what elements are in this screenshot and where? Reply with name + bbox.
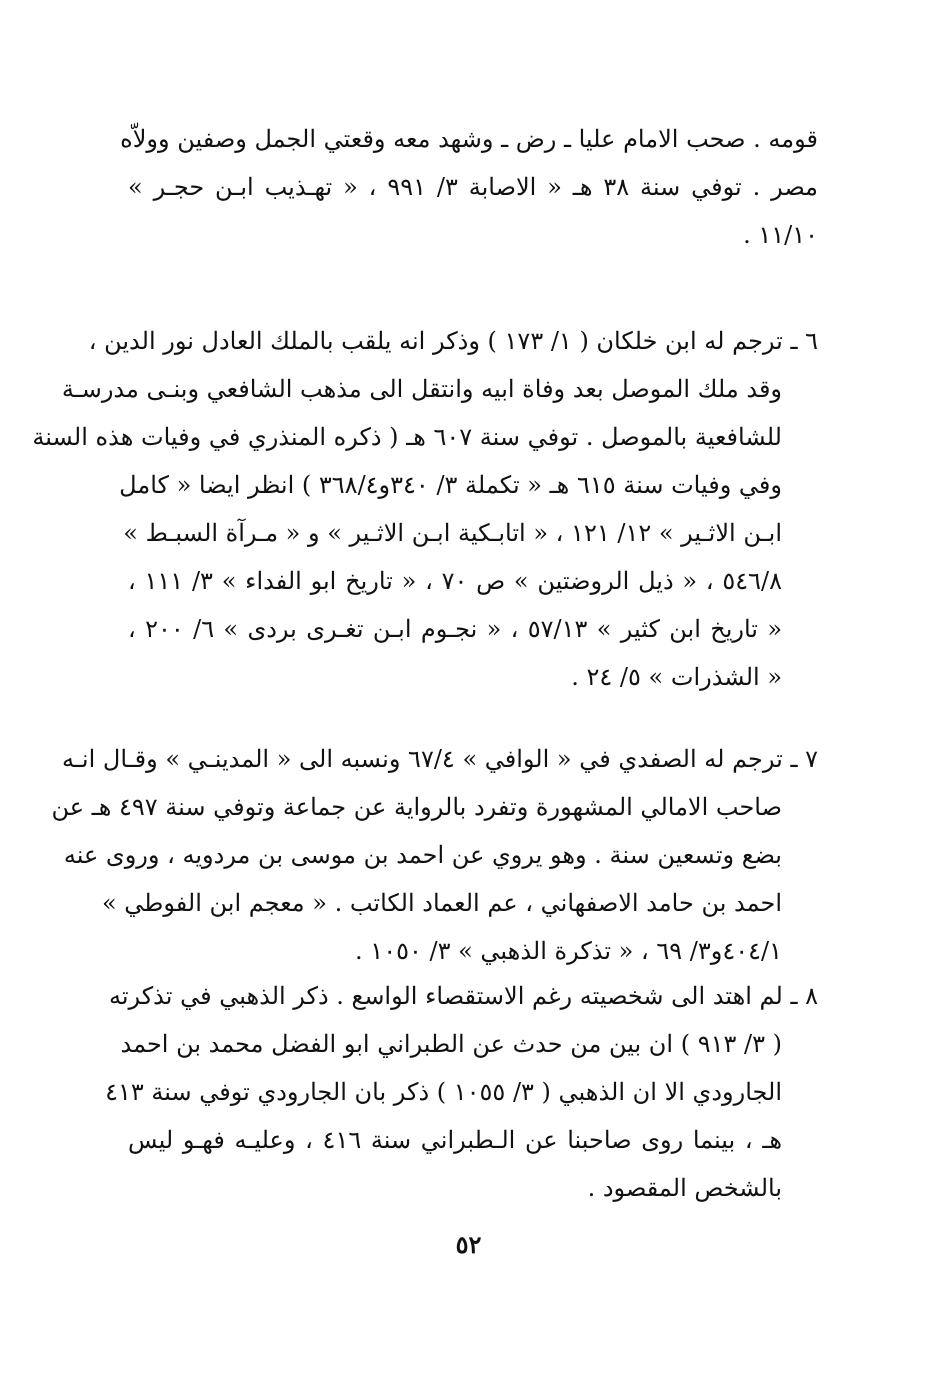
text-line: ابـن الاثـير » ١٢/ ١٢١ ، « اتابـكية ابـن الاثـير » و « مـرآة السبـط » [123, 519, 782, 547]
text-line: ٦ ـ ترجم له ابن خلكان ( ١/ ١٧٣ ) وذكر انه يلقب بالملك العادل نور الدين ، [88, 327, 818, 355]
text-line: مصر . توفي سنة ٣٨ هـ « الاصابة ٣/ ٩٩١ ، « تهـذيب ابـن حجـر » [128, 173, 819, 201]
text-line: بضع وتسعين سنة . وهو يروي عن احمد بن موسى بن مردويه ، وروى عنه [63, 841, 782, 869]
text-line: للشافعية بالموصل . توفي سنة ٦٠٧ هـ ( ذكره المنذري في وفيات هذه السنة [32, 423, 782, 451]
text-line: الجارودي الا ان الذهبي ( ٣/ ١٠٥٥ ) ذكر بان الجارودي توفي سنة ٤١٣ [105, 1078, 782, 1106]
text-line: احمد بن حامد الاصفهاني ، عم العماد الكاتب . « معجم ابن الفوطي » [101, 889, 782, 917]
text-line: ( ٣/ ٩١٣ ) ان بين من حدث عن الطبراني ابو الفضل محمد بن احمد [120, 1030, 782, 1058]
footnote-7 [51, 735, 818, 975]
text-line: قومه . صحب الامام عليا ـ رض ـ وشهد معه وقعتي الجمل وصفين وولاّه [120, 125, 818, 153]
text-line: وفي وفيات سنة ٦١٥ هـ « تكملة ٣/ ٣٤٠و٣٦٨/٤ ) انظر ايضا « كامل [119, 471, 782, 499]
text-line: وقد ملك الموصل بعد وفاة ابيه وانتقل الى مذهب الشافعي وبنـى مدرسـة [61, 375, 782, 403]
text-line: « الشذرات » ٥/ ٢٤ . [571, 663, 782, 691]
text-line: هـ ، بينما روى صاحبنا عن الـطبراني سنة ٤١٦ ، وعليـه فهـو ليس [128, 1126, 783, 1154]
footnote-6 [32, 317, 818, 701]
text-line: بالشخص المقصود . [587, 1174, 782, 1202]
text-line: ٧ ـ ترجم له الصفدي في « الوافي » ٦٧/٤ ونسبه الى « المدينـي » وقـال انـه [62, 745, 818, 773]
text-line: ٥٤٦/٨ ، « ذيل الروضتين » ص ٧٠ ، « تاريخ ابو الفداء » ٣/ ١١١ ، [128, 567, 783, 595]
footnote-continuation [120, 115, 819, 259]
text-line: ٤٠٤/١و٣/ ٦٩ ، « تذكرة الذهبي » ٣/ ١٠٥٠ . [355, 937, 782, 965]
page-number: ٥٢ [455, 1230, 482, 1259]
text-line: « تاريخ ابن كثير » ٥٧/١٣ ، « نجـوم ابـن تغـرى بردى » ٦/ ٢٠٠ ، [128, 615, 783, 643]
text-line: ٨ ـ لم اهتد الى شخصيته رغم الاستقصاء الواسع . ذكر الذهبي في تذكرته [108, 982, 818, 1010]
footnote-8 [105, 972, 818, 1212]
text-line: صاحب الامالي المشهورة وتفرد بالرواية عن جماعة وتوفي سنة ٤٩٧ هـ عن [51, 793, 782, 821]
text-line: ١١/١٠ . [743, 221, 818, 249]
